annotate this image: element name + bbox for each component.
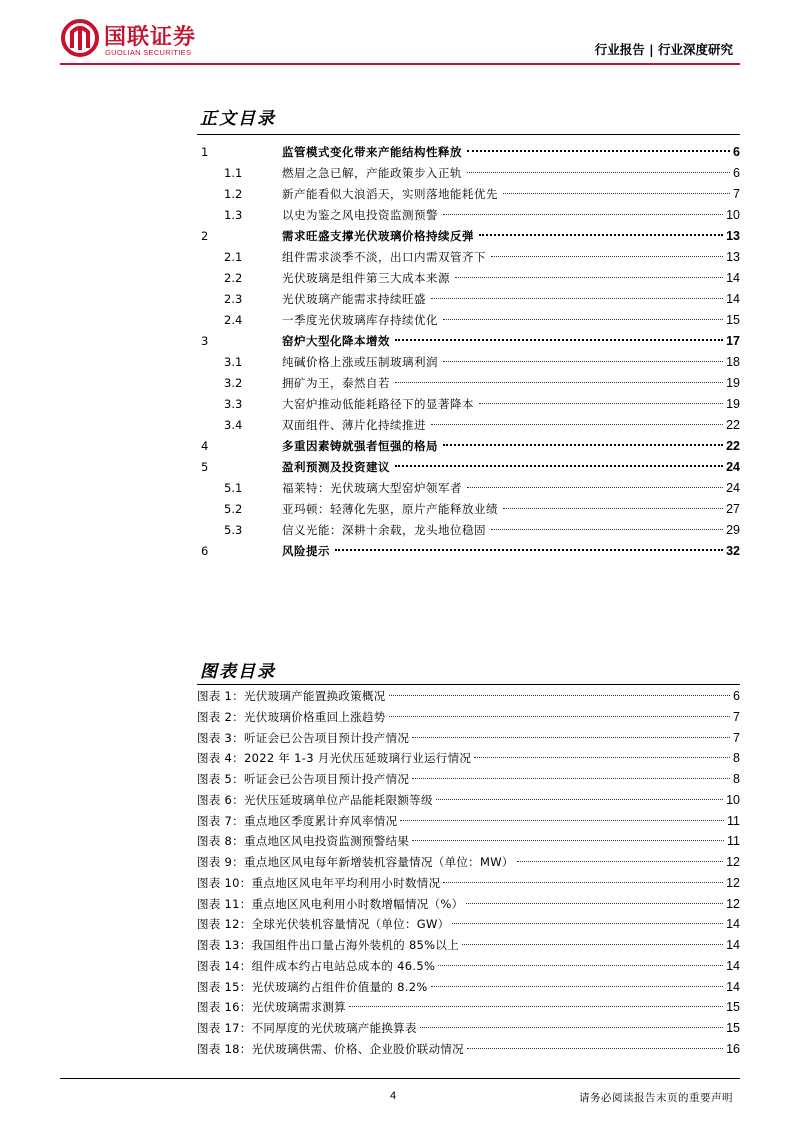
toc-entry-title: 双面组件、薄片化持续推进 <box>282 418 426 432</box>
figure-entry-page: 16 <box>726 1041 740 1056</box>
dot-leader <box>467 150 730 152</box>
dot-leader <box>438 965 723 966</box>
toc-entry-page: 13 <box>726 229 740 243</box>
toc-entry[interactable] <box>197 352 740 373</box>
dot-leader <box>389 716 730 717</box>
toc-entry-number: 5.1 <box>224 481 243 495</box>
toc-entry[interactable] <box>197 415 740 436</box>
toc-entry[interactable] <box>197 373 740 394</box>
toc-entry[interactable] <box>197 205 740 226</box>
figure-entry-page: 14 <box>726 958 740 973</box>
dot-leader <box>443 214 723 215</box>
figure-entry-page: 10 <box>726 792 740 807</box>
toc-entry-title: 多重因素铸就强者恒强的格局 <box>282 439 438 453</box>
toc-entry-number: 5.3 <box>224 523 243 537</box>
dot-leader <box>479 234 723 236</box>
toc-entry-page: 14 <box>726 292 740 306</box>
dot-leader <box>436 799 723 800</box>
figure-entry[interactable] <box>197 769 740 790</box>
dot-leader <box>395 339 723 341</box>
toc-entry[interactable] <box>197 268 740 289</box>
figure-entry[interactable] <box>197 1039 740 1060</box>
figure-entry-title: 图表 4：2022 年 1-3 月光伏压延玻璃行业运行情况 <box>197 751 472 766</box>
toc-entry-number: 2 <box>201 229 209 243</box>
toc-entry[interactable] <box>197 436 740 457</box>
toc-entry-page: 10 <box>726 208 740 222</box>
figure-entry[interactable] <box>197 873 740 894</box>
toc-entry-page: 17 <box>726 334 740 348</box>
page-header <box>0 0 793 70</box>
dot-leader <box>389 695 730 696</box>
report-type: 行业报告 | 行业深度研究 <box>594 42 733 57</box>
dot-leader <box>467 487 723 488</box>
dot-leader <box>503 508 723 509</box>
dot-leader <box>395 382 723 383</box>
toc-entry-title: 一季度光伏玻璃库存持续优化 <box>282 313 438 327</box>
dot-leader <box>467 172 730 173</box>
toc-entry-title: 窑炉大型化降本增效 <box>282 334 390 348</box>
toc-heading: 正文目录 <box>200 109 276 129</box>
dot-leader <box>412 778 730 779</box>
figure-entry[interactable] <box>197 914 740 935</box>
toc-entry-page: 24 <box>726 460 740 474</box>
dot-leader <box>491 529 723 530</box>
dot-leader <box>517 861 723 862</box>
figure-entry-page: 11 <box>727 813 740 828</box>
toc-entry[interactable] <box>197 163 740 184</box>
figure-entry-page: 12 <box>726 896 740 911</box>
toc-entry-title: 光伏玻璃产能需求持续旺盛 <box>282 292 426 306</box>
dot-leader <box>431 298 723 299</box>
figure-entry-title: 图表 10：重点地区风电年平均利用小时数情况 <box>197 875 441 890</box>
header-divider <box>60 63 740 65</box>
figure-entry-title: 图表 1：光伏玻璃产能置换政策概况 <box>197 689 386 703</box>
figure-entry-page: 14 <box>726 979 740 994</box>
toc-entry-title: 组件需求淡季不淡，出口内需双管齐下 <box>282 250 486 264</box>
toc-entry-number: 3.2 <box>224 376 243 390</box>
dot-leader <box>420 1027 723 1028</box>
figure-entry-title: 图表 9：重点地区风电每年新增装机容量情况（单位：MW） <box>197 855 514 869</box>
dot-leader <box>503 193 730 194</box>
toc-entry[interactable] <box>197 289 740 310</box>
toc-entry-page: 6 <box>733 166 740 180</box>
figure-entry[interactable] <box>197 686 740 707</box>
dot-leader <box>335 549 723 551</box>
figure-entry-page: 7 <box>733 709 740 724</box>
toc-entry-page: 15 <box>726 313 740 327</box>
dot-leader <box>431 424 723 425</box>
toc-entry-number: 3.3 <box>224 397 243 411</box>
figure-entry-title: 图表 11：重点地区风电利用小时数增幅情况（%） <box>197 896 464 911</box>
toc-entry[interactable] <box>197 226 740 247</box>
figure-entry[interactable] <box>197 831 740 852</box>
figure-entry[interactable] <box>197 707 740 728</box>
toc-entry-page: 13 <box>726 250 740 264</box>
dot-leader <box>466 903 723 904</box>
dot-leader <box>479 403 723 404</box>
toc-entry[interactable] <box>197 247 740 268</box>
toc-entry-page: 29 <box>726 523 740 537</box>
toc-entry-number: 2.4 <box>224 313 243 327</box>
toc-entry-title: 以史为鉴之风电投资监测预警 <box>282 208 438 222</box>
toc-entry-number: 1.2 <box>224 187 243 201</box>
toc-entry-number: 1.1 <box>224 166 243 180</box>
toc-entry[interactable] <box>197 394 740 415</box>
figures-heading: 图表目录 <box>200 662 276 682</box>
figure-entry[interactable] <box>197 997 740 1018</box>
figure-entry-title: 图表 17：不同厚度的光伏玻璃产能换算表 <box>197 1021 417 1035</box>
toc-entry-title: 大窑炉推动低能耗路径下的显著降本 <box>282 397 474 411</box>
figure-entry[interactable] <box>197 956 740 977</box>
figure-entry-title: 图表 6：光伏压延玻璃单位产品能耗限额等级 <box>197 792 433 807</box>
dot-leader <box>443 319 723 320</box>
dot-leader <box>443 882 723 883</box>
toc-entry-number: 3 <box>201 334 209 348</box>
dot-leader <box>455 277 723 278</box>
logo-emblem-icon <box>60 18 100 58</box>
figures-heading-underline <box>197 684 740 685</box>
toc-entry-page: 6 <box>733 145 740 159</box>
figure-entry[interactable] <box>197 811 740 832</box>
figure-entry-title: 图表 5：听证会已公告项目预计投产情况 <box>197 772 410 786</box>
toc-entry-number: 5.2 <box>224 502 243 516</box>
toc-entry-page: 18 <box>726 355 740 369</box>
figure-entry-page: 11 <box>727 834 740 849</box>
figure-entry-page: 12 <box>726 855 740 869</box>
figure-entry[interactable] <box>197 1018 740 1039</box>
figure-entry-page: 14 <box>726 938 740 952</box>
toc-entry-page: 22 <box>726 439 740 453</box>
logo-text-en: GUOLIAN SECURITIES <box>105 48 192 57</box>
toc-entry-page: 19 <box>726 376 740 390</box>
toc-entry[interactable] <box>197 142 740 163</box>
dot-leader <box>491 256 723 257</box>
dot-leader <box>395 465 723 467</box>
list-of-figures <box>197 686 740 1060</box>
toc-entry-number: 6 <box>201 544 209 558</box>
table-of-contents <box>197 142 740 562</box>
toc-entry-number: 2.1 <box>224 250 243 264</box>
toc-entry-title: 燃眉之急已解，产能政策步入正轨 <box>282 166 462 180</box>
figure-entry-title: 图表 15：光伏玻璃约占组件价值量的 8.2% <box>197 979 428 994</box>
toc-entry-number: 2.3 <box>224 292 243 306</box>
toc-entry[interactable] <box>197 457 740 478</box>
figure-entry-title: 图表 14：组件成本约占电站总成本的 46.5% <box>197 958 436 973</box>
figure-entry-page: 8 <box>733 772 740 786</box>
figure-entry-title: 图表 3：听证会已公告项目预计投产情况 <box>197 730 410 745</box>
figure-entry-page: 14 <box>726 917 740 932</box>
figure-entry-title: 图表 16：光伏玻璃需求测算 <box>197 1000 346 1015</box>
dot-leader <box>443 361 723 362</box>
figure-entry-title: 图表 8：重点地区风电投资监测预警结果 <box>197 834 410 849</box>
toc-entry-number: 4 <box>201 439 209 453</box>
toc-entry-title: 亚玛顿：轻薄化先驱，原片产能释放业绩 <box>282 502 498 516</box>
toc-entry[interactable] <box>197 499 740 520</box>
toc-entry-title: 需求旺盛支撑光伏玻璃价格持续反弹 <box>282 229 474 243</box>
figure-entry-page: 8 <box>733 751 740 766</box>
toc-entry-title: 拥矿为王，泰然自若 <box>282 376 390 390</box>
dot-leader <box>452 923 723 924</box>
toc-entry-title: 新产能看似大浪滔天，实则落地能耗优先 <box>282 187 498 201</box>
dot-leader <box>349 1006 723 1007</box>
figure-entry[interactable] <box>197 748 740 769</box>
footer-divider <box>60 1078 740 1079</box>
toc-entry-number: 1.3 <box>224 208 243 222</box>
toc-entry-page: 7 <box>733 187 740 201</box>
toc-entry-number: 2.2 <box>224 271 243 285</box>
figure-entry[interactable] <box>197 894 740 915</box>
toc-entry-title: 纯碱价格上涨或压制玻璃利润 <box>282 355 438 369</box>
company-logo <box>60 18 210 62</box>
toc-entry-page: 27 <box>726 502 740 516</box>
toc-entry-title: 盈利预测及投资建议 <box>282 460 390 474</box>
figure-entry-title: 图表 12：全球光伏装机容量情况（单位：GW） <box>197 917 450 932</box>
dot-leader <box>443 444 723 446</box>
page-number: 4 <box>390 1090 397 1102</box>
toc-entry-title: 风险提示 <box>282 544 330 558</box>
figure-entry[interactable] <box>197 935 740 956</box>
figure-entry-title: 图表 13：我国组件出口量占海外装机的 85%以上 <box>197 938 460 952</box>
dot-leader <box>431 986 724 987</box>
toc-entry[interactable] <box>197 184 740 205</box>
toc-entry-title: 监管模式变化带来产能结构性释放 <box>282 145 462 159</box>
toc-entry-title: 光伏玻璃是组件第三大成本来源 <box>282 271 450 285</box>
toc-entry-number: 3.4 <box>224 418 243 432</box>
dot-leader <box>412 737 730 738</box>
figure-entry[interactable] <box>197 852 740 873</box>
toc-entry[interactable] <box>197 331 740 352</box>
toc-entry-title: 福莱特：光伏玻璃大型窑炉领军者 <box>282 481 462 495</box>
toc-entry-page: 22 <box>726 418 740 432</box>
figure-entry-page: 6 <box>733 689 740 703</box>
toc-entry[interactable] <box>197 541 740 562</box>
figure-entry-page: 7 <box>733 730 740 745</box>
footer-disclaimer: 请务必阅读报告末页的重要声明 <box>579 1092 733 1104</box>
toc-entry-number: 1 <box>201 145 209 159</box>
toc-entry-title: 信义光能：深耕十余载，龙头地位稳固 <box>282 523 486 537</box>
dot-leader <box>467 1048 723 1049</box>
figure-entry[interactable] <box>197 977 740 998</box>
figure-entry-page: 15 <box>726 1021 740 1035</box>
toc-heading-underline <box>197 134 740 135</box>
figure-entry-title: 图表 2：光伏玻璃价格重回上涨趋势 <box>197 709 386 724</box>
toc-entry-page: 32 <box>726 544 740 558</box>
toc-entry-number: 3.1 <box>224 355 243 369</box>
toc-entry-page: 14 <box>726 271 740 285</box>
toc-entry-number: 5 <box>201 460 209 474</box>
logo-text-cn: 国联证券 <box>104 25 197 50</box>
toc-entry-page: 19 <box>726 397 740 411</box>
dot-leader <box>462 944 723 945</box>
toc-entry-page: 24 <box>726 481 740 495</box>
toc-entry[interactable] <box>197 478 740 499</box>
figure-entry-page: 12 <box>726 875 740 890</box>
figure-entry[interactable] <box>197 728 740 749</box>
dot-leader <box>412 840 724 841</box>
figure-entry-page: 15 <box>726 1000 740 1015</box>
figure-entry-title: 图表 7：重点地区季度累计弃风率情况 <box>197 813 398 828</box>
dot-leader <box>474 757 730 758</box>
toc-entry[interactable] <box>197 310 740 331</box>
dot-leader <box>400 820 724 821</box>
figure-entry-title: 图表 18：光伏玻璃供需、价格、企业股价联动情况 <box>197 1041 464 1056</box>
toc-entry[interactable] <box>197 520 740 541</box>
figure-entry[interactable] <box>197 790 740 811</box>
